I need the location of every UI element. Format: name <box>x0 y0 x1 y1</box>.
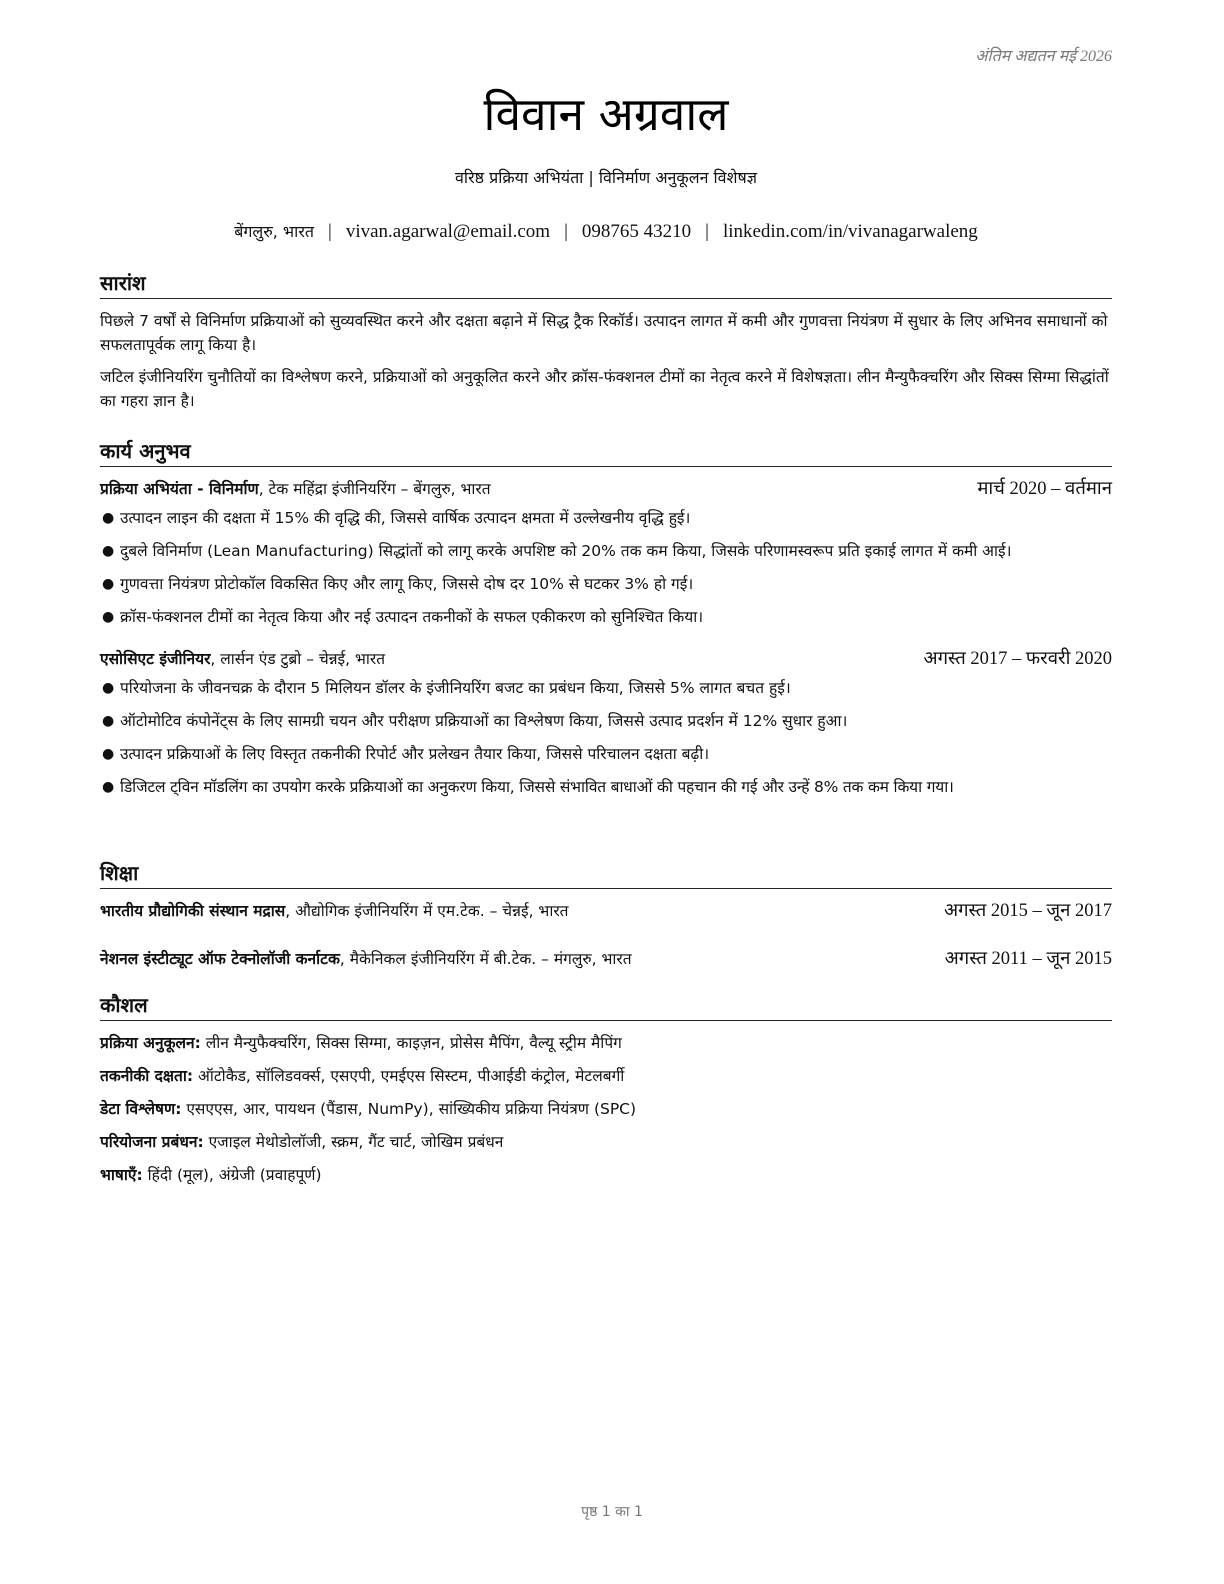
job-title-line <box>100 477 491 501</box>
job-entry <box>100 477 1112 629</box>
experience-section <box>100 438 1112 809</box>
summary-paragraph: जटिल इंजीनियरिंग चुनौतियों का विश्लेषण करने, प्रक्रियाओं को अनुकूलित करने और क्रॉस-फंक्शनल टीमों का नेतृत्व करने में विशेषज्ञता। लीन मैन्युफैक्चरिंग और सिक्स सिग्मा सिद्धांतों का गहरा ज्ञान है। <box>100 368 1109 410</box>
contact-location: बेंगलुरु, भारत <box>234 222 314 241</box>
job-bullets <box>100 677 1112 799</box>
skill-label: परियोजना प्रबंधन: <box>100 1133 204 1151</box>
education-entry <box>100 947 1112 971</box>
bullet-text: परियोजना के जीवनचक्र के दौरान 5 मिलियन डॉलर के इंजीनियरिंग बजट का प्रबंधन किया, जिससे 5% लागत बचत हुई। <box>120 679 791 697</box>
job-bullet <box>100 606 1112 629</box>
contact-separator: | <box>705 221 709 242</box>
job-company: , टेक महिंद्रा इंजीनियरिंग – बेंगलुरु, भारत <box>258 480 491 498</box>
section-heading-skills: कौशल <box>100 992 1112 1021</box>
job-company: , लार्सन एंड टुब्रो – चेन्नई, भारत <box>210 650 386 668</box>
skill-value: एजाइल मेथोडोलॉजी, स्क्रम, गैंट चार्ट, जोखिम प्रबंधन <box>203 1133 504 1151</box>
education-title-line <box>100 947 632 971</box>
bullet-icon: ● <box>102 543 115 559</box>
bullet-text: क्रॉस-फंक्शनल टीमों का नेतृत्व किया और नई उत्पादन तकनीकों के सफल एकीकरण को सुनिश्चित किया। <box>120 608 704 626</box>
skill-row <box>100 1163 1112 1187</box>
skill-label: डेटा विश्लेषण: <box>100 1100 182 1118</box>
resume-page <box>100 0 1112 1584</box>
job-bullet <box>100 677 1112 700</box>
bullet-text: डिजिटल ट्विन मॉडलिंग का उपयोग करके प्रक्रियाओं का अनुकरण किया, जिससे संभावित बाधाओं की पहचान की गई और उन्हें 8% तक कम किया गया। <box>120 778 954 796</box>
contact-line <box>100 218 1112 246</box>
candidate-subtitle: वरिष्ठ प्रक्रिया अभियंता | विनिर्माण अनुकूलन विशेषज्ञ <box>455 168 757 187</box>
bullet-icon: ● <box>102 609 115 625</box>
education-degree: , औद्योगिक इंजीनियरिंग में एम.टेक. – चेन्नई, भारत <box>285 902 569 920</box>
contact-linkedin[interactable]: linkedin.com/in/vivanagarwaleng <box>722 221 978 242</box>
skill-row <box>100 1064 1112 1088</box>
skill-label: प्रक्रिया अनुकूलन: <box>100 1034 201 1052</box>
job-bullet <box>100 776 1112 799</box>
job-header <box>100 477 1112 501</box>
job-bullet <box>100 743 1112 766</box>
bullet-text: उत्पादन लाइन की दक्षता में 15% की वृद्धि की, जिससे वार्षिक उत्पादन क्षमता में उल्लेखनीय वृद्धि हुई। <box>120 509 691 527</box>
skill-label: भाषाएँ: <box>100 1166 143 1184</box>
contact-phone: 098765 43210 <box>581 221 692 242</box>
section-heading-education: शिक्षा <box>100 860 1112 889</box>
bullet-text: उत्पादन प्रक्रियाओं के लिए विस्तृत तकनीकी रिपोर्ट और प्रलेखन तैयार किया, जिससे परिचालन दक्षता बढ़ी। <box>120 745 710 763</box>
skill-value: एसएएस, आर, पायथन (पैंडास, NumPy), सांख्यिकीय प्रक्रिया नियंत्रण (SPC) <box>181 1100 637 1118</box>
page-number: पृष्ठ 1 का 1 <box>581 1504 643 1520</box>
education-institution: नेशनल इंस्टीट्यूट ऑफ टेक्नोलॉजी कर्नाटक <box>100 950 340 968</box>
contact-email[interactable]: vivan.agarwal@email.com <box>345 221 551 242</box>
section-heading-summary: सारांश <box>100 270 1112 299</box>
job-bullet <box>100 540 1112 563</box>
bullet-icon: ● <box>102 779 115 795</box>
bullet-icon: ● <box>102 510 115 526</box>
job-dates: अगस्त 2017 – फरवरी 2020 <box>923 649 1112 669</box>
skill-row <box>100 1130 1112 1154</box>
section-heading-experience: कार्य अनुभव <box>100 438 1112 467</box>
job-bullets <box>100 507 1112 629</box>
contact-separator: | <box>328 221 332 242</box>
education-title-line <box>100 899 569 923</box>
bullet-icon: ● <box>102 713 115 729</box>
job-entry <box>100 647 1112 799</box>
job-dates: मार्च 2020 – वर्तमान <box>977 479 1112 499</box>
education-institution: भारतीय प्रौद्योगिकी संस्थान मद्रास <box>100 902 286 920</box>
job-bullet <box>100 573 1112 596</box>
job-role: एसोसिएट इंजीनियर <box>100 650 211 668</box>
job-role: प्रक्रिया अभियंता - विनिर्माण <box>100 480 259 498</box>
bullet-icon: ● <box>102 746 115 762</box>
skills-section <box>100 992 1112 1196</box>
candidate-name: विवान अग्रवाल <box>483 87 729 141</box>
skill-row <box>100 1031 1112 1055</box>
skill-value: ऑटोकैड, सॉलिडवर्क्स, एसएपी, एमईएस सिस्टम, पीआईडी कंट्रोल, मेटलबर्गी <box>193 1067 625 1085</box>
job-bullet <box>100 507 1112 530</box>
summary-paragraph: पिछले 7 वर्षों से विनिर्माण प्रक्रियाओं को सुव्यवस्थित करने और दक्षता बढ़ाने में सिद्ध ट्रैक रिकॉर्ड। उत्पादन लागत में कमी और गुणवत्ता नियंत्रण में सुधार के लिए अभिनव समाधानों को सफलतापूर्वक लागू किया है। <box>100 312 1108 354</box>
skill-value: हिंदी (मूल), अंग्रेजी (प्रवाहपूर्ण) <box>142 1166 322 1184</box>
last-updated-note: अंतिम अद्यतन मई 2026 <box>975 48 1112 65</box>
bullet-text: दुबले विनिर्माण (Lean Manufacturing) सिद्धांतों को लागू करके अपशिष्ट को 20% तक कम किया, जिसके परिणामस्वरूप प्रति इकाई लागत में कमी आई। <box>120 542 1012 560</box>
skill-row <box>100 1097 1112 1121</box>
job-title-line <box>100 647 385 671</box>
skill-label: तकनीकी दक्षता: <box>100 1067 194 1085</box>
education-degree: , मैकेनिकल इंजीनियरिंग में बी.टेक. – मंगलुरु, भारत <box>339 950 632 968</box>
summary-section <box>100 270 1112 421</box>
education-dates: अगस्त 2015 – जून 2017 <box>943 901 1112 921</box>
education-dates: अगस्त 2011 – जून 2015 <box>944 949 1112 969</box>
education-entry <box>100 899 1112 923</box>
contact-separator: | <box>564 221 568 242</box>
skill-value: लीन मैन्युफैक्चरिंग, सिक्स सिग्मा, काइज़न, प्रोसेस मैपिंग, वैल्यू स्ट्रीम मैपिंग <box>200 1034 622 1052</box>
job-header <box>100 647 1112 671</box>
bullet-text: गुणवत्ता नियंत्रण प्रोटोकॉल विकसित किए और लागू किए, जिससे दोष दर 10% से घटकर 3% हो गई। <box>120 575 694 593</box>
bullet-text: ऑटोमोटिव कंपोनेंट्स के लिए सामग्री चयन और परीक्षण प्रक्रियाओं का विश्लेषण किया, जिससे उत्पाद प्रदर्शन में 12% सुधार हुआ। <box>120 712 848 730</box>
bullet-icon: ● <box>102 576 115 592</box>
education-section <box>100 860 1112 971</box>
bullet-icon: ● <box>102 680 115 696</box>
job-bullet <box>100 710 1112 733</box>
